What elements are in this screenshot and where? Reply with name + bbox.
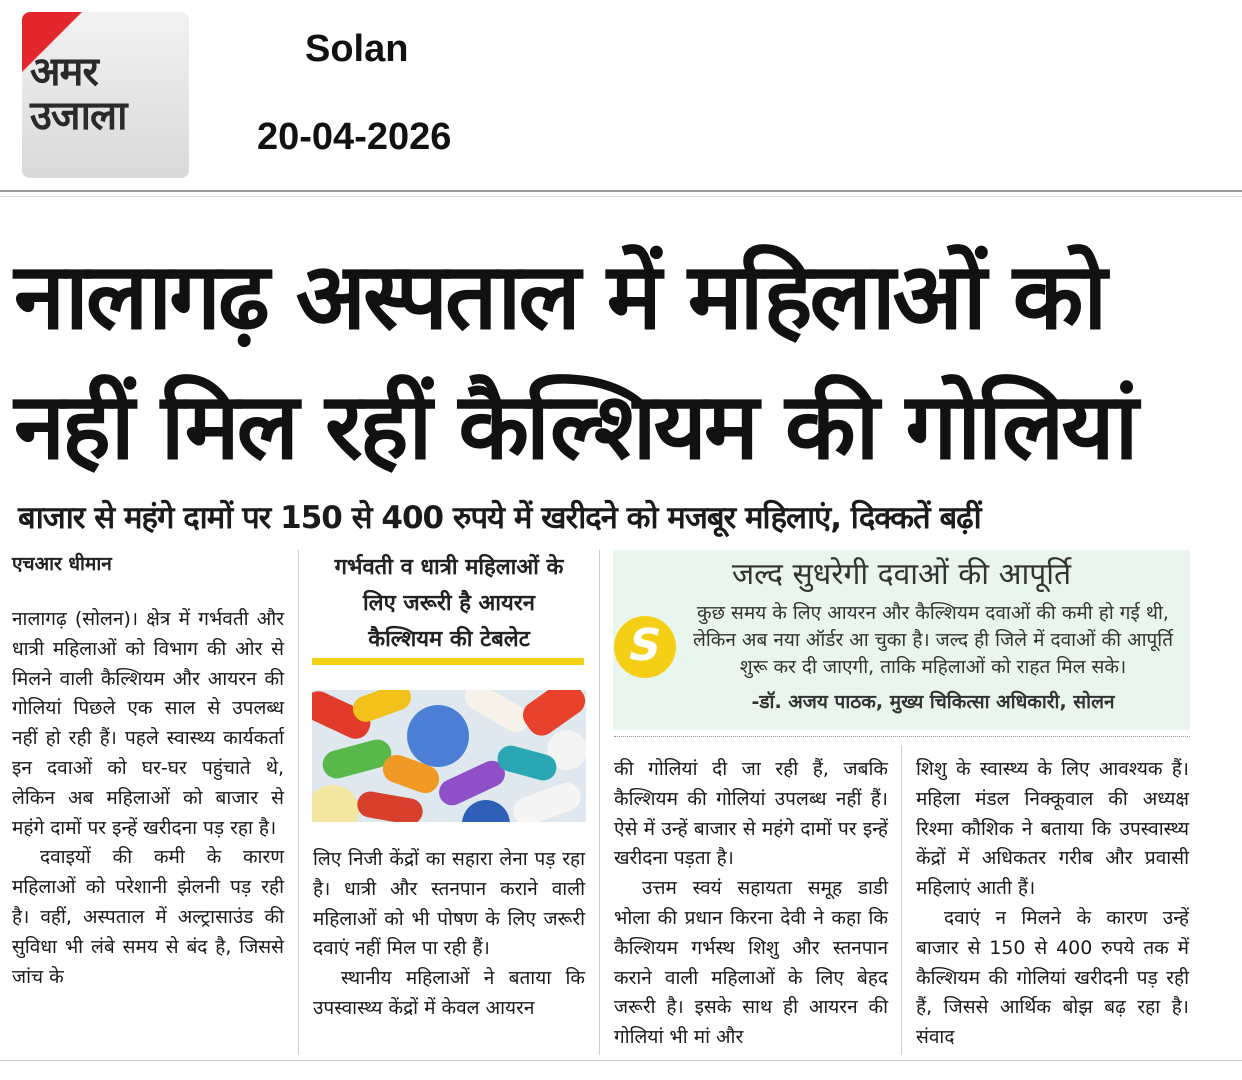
edition-city: Solan [305,28,409,70]
amar-ujala-logo [22,12,189,178]
column-divider [901,745,902,1055]
column-2-paragraph-1: लिए निजी केंद्रों का सहारा लेना पड़ रहा है। धात्री और स्तनपान कराने वाली महिलाओं को भी पोषण के लिए जरूरी दवाएं नहीं मिल पा रही हैं। [313,848,585,960]
logo-line-2: उजाला [30,93,127,139]
logo-line-1: अमर [30,49,98,95]
header-divider-thin [0,196,1242,197]
column-divider [599,550,600,1055]
quote-box-title: जल्द सुधरेगी दवाओं की आपूर्ति [731,557,1072,592]
byline: एचआर धीमान [12,553,112,575]
article-column-1 [12,605,284,992]
column-3-paragraph-2: उत्तम स्वयं सहायता समूह डाडी भोला की प्रधान किरना देवी ने कहा कि कैल्शियम गर्भस्थ शिशु और स्तनपान कराने वाली महिलाओं के लिए बेहद जरूरी है। इसके साथ ही आयरन की गोलियां भी मां और [614,877,888,1049]
headline-line-2: नहीं मिल रहीं कैल्शियम की गोलियां [14,373,1136,480]
sidebar-highlight-bar [312,658,584,665]
headline [14,232,1229,492]
official-quote-box [613,550,1190,730]
article-column-3 [614,755,888,1053]
page-bottom-rule [0,1060,1242,1061]
pills-photo [312,690,586,822]
column-4-paragraph-1: शिशु के स्वास्थ्य के लिए आवश्यक हैं। महिला मंडल निक्कूवाल की अध्यक्ष रिश्मा कौशिक ने बताया कि उपस्वास्थ्य केंद्रों में अधिकतर गरीब और प्रवासी महिलाएं आती हैं। [916,758,1189,900]
subheadline: बाजार से महंगे दामों पर 150 से 400 रुपये में खरीदने को मजबूर महिलाएं, दिक्कतें बढ़ीं [18,500,981,536]
sidebar-title-line-2: लिए जरूरी है आयरन [362,591,535,616]
column-4-paragraph-2: दवाएं न मिलने के कारण उन्हें बाजार से 150 से 400 रुपये तक में कैल्शियम की गोलियां खरीदनी पड़ रही हैं, जिससे आर्थिक बोझ बढ़ रहा है। संवाद [916,906,1189,1049]
column-3-paragraph-1: की गोलियां दी जा रही हैं, जबकि कैल्शियम की गोलियां उपलब्ध नहीं हैं। ऐसे में उन्हें बाजार से महंगे दामों पर इन्हें खरीदना पड़ता है। [614,758,888,870]
sidebar-title-line-3: कैल्शियम की टेबलेट [368,627,530,652]
samvad-logo-icon [614,616,676,678]
column-1-paragraph-2: दवाइयों की कमी के कारण महिलाओं को परेशानी झेलनी पड़ रही है। वहीं, अस्पताल में अल्ट्रासाउंड की सुविधा भी लंबे समय से बंद है, जिससे जांच के [12,846,284,988]
quote-box-divider [614,736,1190,737]
edition-date: 20-04-2026 [257,116,452,158]
logo-text [30,50,185,138]
column-1-paragraph-1: नालागढ़ (सोलन)। क्षेत्र में गर्भवती और धात्री महिलाओं को विभाग की ओर से मिलने वाली कैल्शियम और आयरन की गोलियां पिछले एक साल से उपलब्ध नहीं हो रही हैं। पहले स्वास्थ्य कार्यकर्ता इन दवाओं को घर-घर पहुंचाते थे, लेकिन अब महिलाओं को बाजार से महंगे दामों पर इन्हें खरीदना पड़ रहा है। [12,608,284,839]
column-divider [298,550,299,1055]
quote-text: कुछ समय के लिए आयरन और कैल्शियम दवाओं की कमी हो गई थी, लेकिन अब नया ऑर्डर आ चुका है। जल्द ही जिले में दवाओं की आपूर्ति शुरू कर दी जाएगी, ताकि महिलाओं को राहत मिल सके। [692,602,1174,678]
sidebar-title-line-1: गर्भवती व धात्री महिलाओं के [334,555,564,580]
article-column-4 [916,755,1189,1053]
article-column-2 [313,845,585,1024]
headline-line-1: नालागढ़ अस्पताल में महिलाओं को [14,243,1105,350]
column-2-paragraph-2: स्थानीय महिलाओं ने बताया कि उपस्वास्थ्य केंद्रों में केवल आयरन [313,967,585,1019]
quote-source: -डॉ. अजय पाठक, मुख्य चिकित्सा अधिकारी, सोलन [751,691,1115,713]
header-divider [0,190,1242,192]
sidebar-title [312,550,586,658]
